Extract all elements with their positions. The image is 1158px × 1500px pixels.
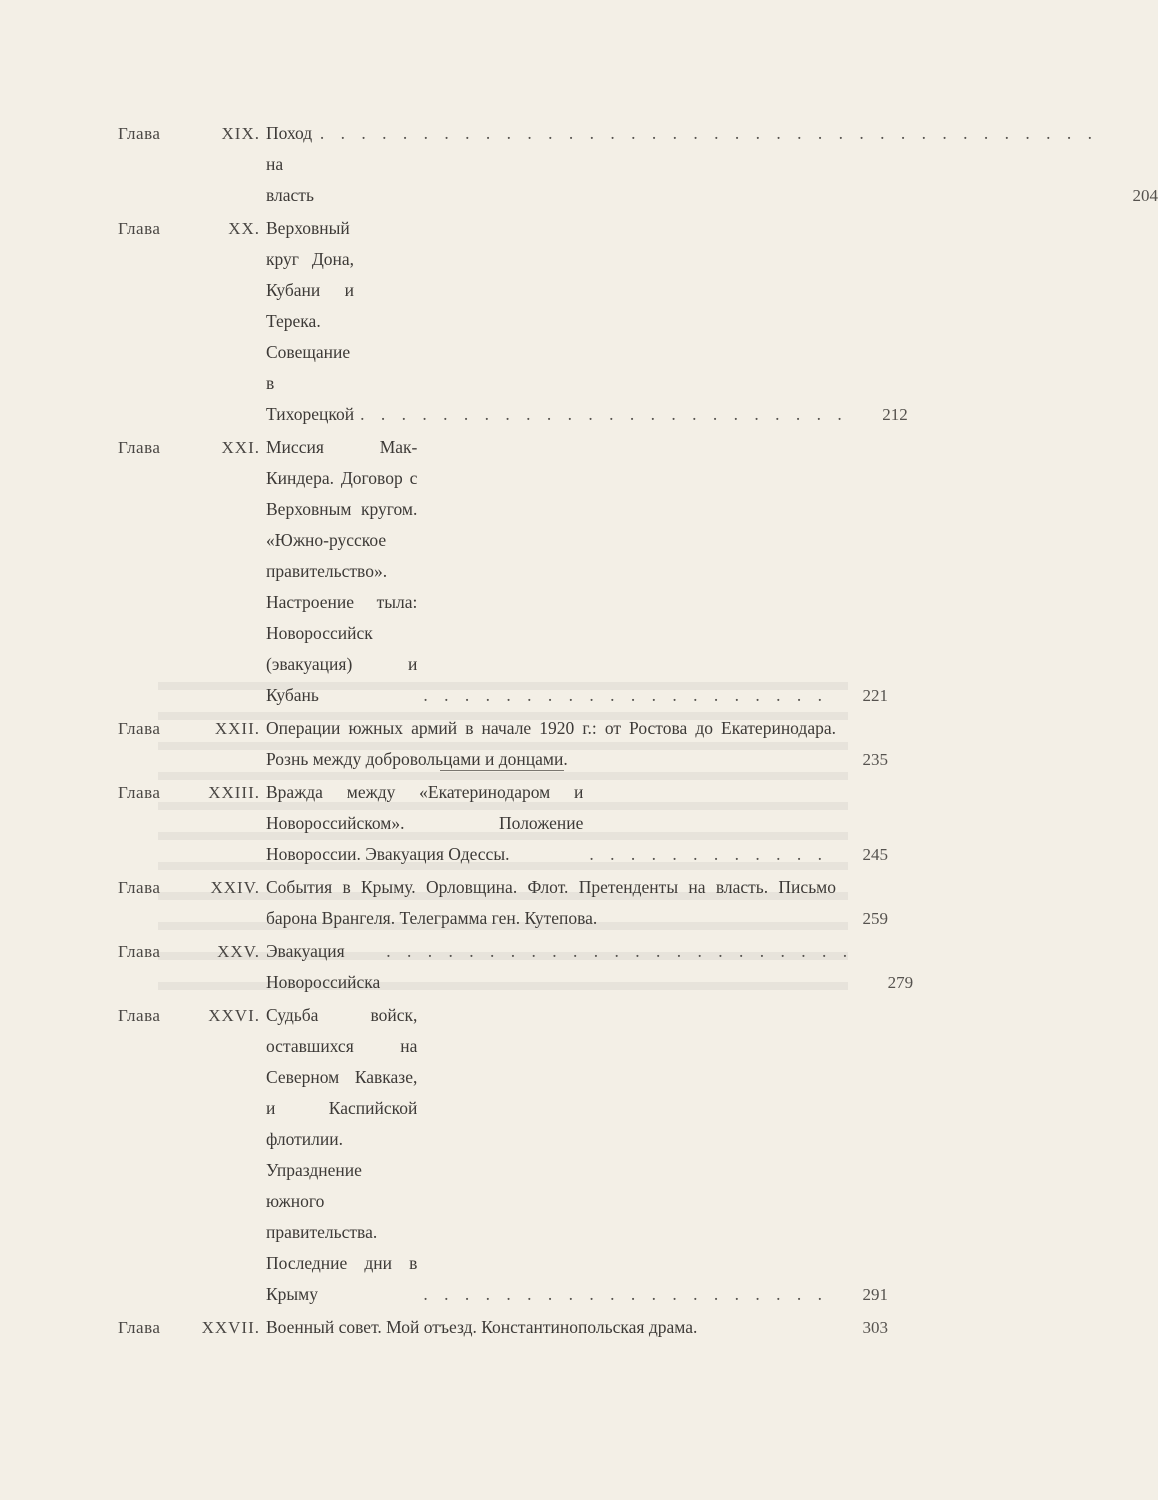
chapter-number: XIX. (221, 124, 260, 143)
chapter-title: Операции южных армий в начале 1920 г.: от Ростова до Екатеринодара. Рознь между добровольцами и донцами. (266, 718, 836, 769)
chapter-number: XXVI. (208, 1006, 260, 1025)
chapter-title-block (266, 1312, 888, 1343)
toc-entry-25[interactable] (118, 936, 914, 998)
chapter-title: События в Крыму. Орловщина. Флот. Претенденты на власть. Письмо барона Врангеля. Телеграмма ген. Кутепова. (266, 877, 836, 928)
chapter-title-block (266, 432, 888, 711)
page-number: 221 (862, 686, 888, 705)
chapter-title-block (266, 936, 913, 998)
chapter-number: XXV. (217, 942, 260, 961)
chapter-label: Глава (118, 783, 161, 802)
toc-entry-22[interactable] (118, 713, 888, 775)
chapter-number: XXIII. (208, 783, 260, 802)
chapter-title-block (266, 213, 908, 430)
chapter-title-block (266, 872, 888, 934)
chapter-number: XXVII. (201, 1318, 260, 1337)
page-number: 303 (862, 1318, 888, 1337)
page-number: 259 (862, 909, 888, 928)
page-number: 204 (1132, 186, 1158, 205)
chapter-title-block (266, 118, 1158, 211)
chapter-title: Верховный круг Дона, Кубани и Терека. Совещание в Тихорецкой (266, 218, 355, 424)
dot-leader: . . . . . . . . . . . . . . . . . . . . . . . . . . . . . . . . . . . . . . (319, 123, 1099, 143)
toc-entry-21[interactable] (118, 432, 888, 711)
chapter-title: Военный совет. Мой отъезд. Константинопольская драма. (266, 1317, 698, 1337)
chapter-title-block (266, 713, 888, 775)
chapter-title-block (266, 777, 888, 870)
dot-leader: . . . . . . . . . . . . . . . . . . . . . . . . (360, 404, 848, 424)
toc-entry-19[interactable] (118, 118, 1158, 211)
chapter-label: Глава (118, 719, 161, 738)
toc-entry-27[interactable] (118, 1312, 888, 1343)
dot-leader: . . . . . . . . . . . . . . . . . . . . (423, 685, 828, 705)
toc-entry-23[interactable] (118, 777, 888, 870)
chapter-label: Глава (118, 1318, 161, 1337)
page-number: 235 (862, 750, 888, 769)
page-number: 291 (862, 1285, 888, 1304)
chapter-label: Глава (118, 124, 161, 143)
chapter-number: XXII. (214, 719, 260, 738)
toc-entry-24[interactable] (118, 872, 888, 934)
chapter-label: Глава (118, 438, 161, 457)
dot-leader: . . . . . . . . . . . . . . . . . . . . . . . (386, 941, 854, 961)
chapter-number: XXIV. (210, 878, 260, 897)
chapter-label: Глава (118, 942, 161, 961)
chapter-title: Миссия Мак-Киндера. Договор с Верховным кругом. «Южно-русское правительство». Настроение тыла: Новороссийск (эвакуация) и Кубань (266, 437, 418, 705)
chapter-title: Поход на власть (266, 123, 314, 205)
chapter-title: Вражда между «Екатеринодаром и Новороссийском». Положение Новороссии. Эвакуация Одессы. (266, 782, 584, 864)
chapter-title: Эвакуация Новороссийска (266, 941, 381, 992)
dot-leader: . . . . . . . . . . . . . . . . . . . . (423, 1284, 828, 1304)
page-number: 279 (887, 973, 914, 992)
chapter-label: Глава (118, 219, 161, 238)
chapter-number: XXI. (221, 438, 260, 457)
chapter-title: Судьба войск, оставшихся на Северном Кавказе, и Каспийской флотилии. Упразднение южного правительства. Последние дни в Крыму (266, 1005, 418, 1304)
chapter-label: Глава (118, 1006, 161, 1025)
chapter-title-block (266, 1000, 888, 1310)
page-number: 245 (862, 845, 888, 864)
chapter-label: Глава (118, 878, 161, 897)
dot-leader: . . . . . . . . . . . . (589, 844, 828, 864)
chapter-number: XX. (228, 219, 260, 238)
section-divider (440, 770, 564, 771)
table-of-contents (118, 118, 1158, 1345)
toc-entry-26[interactable] (118, 1000, 888, 1310)
page-number: 212 (882, 405, 908, 424)
toc-entry-20[interactable] (118, 213, 908, 430)
